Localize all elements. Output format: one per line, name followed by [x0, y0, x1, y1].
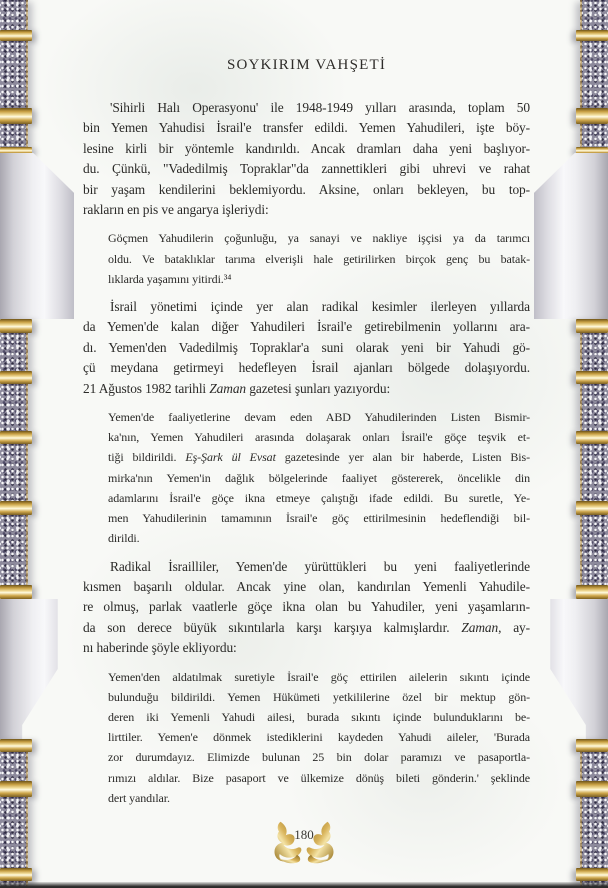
granite-segment — [580, 333, 608, 371]
gold-band-segment — [576, 371, 608, 384]
text-line: çü meydana getirmeyi hedefleyen İsrail ajanları bölgede dolaşıyordu. — [83, 360, 530, 376]
text-line: deren iki Yemenli Yahudi ailesi, burada sıkıntı içinde bulunduklarını be- — [108, 709, 530, 724]
marble-shaft-segment — [534, 599, 608, 739]
text-line: kısmen başarılı oldular. Ancak yine olan, kandırılan Yemenli Yahudile- — [83, 578, 530, 594]
text-line: dert yandılar. — [108, 790, 170, 805]
text-line: oldu. Ve bataklıklar tarıma elverişli hale getirilirken birçok genç bu batak- — [108, 251, 530, 266]
granite-segment — [0, 752, 28, 781]
gold-band-segment — [576, 30, 608, 41]
text-line: Radikal İsrailliler, Yemen'de yürüttükleri bu yeni faaliyetlerinde — [110, 558, 530, 574]
granite-segment — [580, 0, 608, 34]
text-line: rımızı aldılar. Bize pasaport ve ülkemize dönüş bileti gönderin.' şeklinde — [108, 770, 530, 785]
marble-shaft-segment — [0, 153, 74, 319]
quote-block — [108, 667, 530, 808]
gold-band-segment — [0, 739, 32, 752]
gold-band-segment — [576, 501, 608, 515]
text-line: da son derece büyük sıkıntılarla karşı karşıya kalmışlardır. Zaman, ay- — [83, 619, 530, 635]
text-line: rakların en pis ve angarya işleriydi: — [83, 202, 269, 218]
text-line: nı haberinde şöyle ekliyordu: — [83, 640, 237, 656]
text-line: bin Yemen Yahudisi İsrail'e transfer edildi. Yemen Yahudileri, işte böy- — [83, 120, 530, 136]
gold-band-segment — [0, 781, 32, 797]
gold-band-segment — [576, 147, 608, 154]
gold-band-segment — [576, 431, 608, 444]
granite-segment — [580, 124, 608, 147]
granite-segment — [580, 384, 608, 431]
granite-segment — [0, 384, 28, 431]
granite-segment — [580, 515, 608, 585]
granite-segment — [580, 444, 608, 501]
granite-segment — [0, 124, 28, 147]
gold-band-segment — [0, 108, 32, 124]
granite-segment — [0, 333, 28, 371]
text-line: bir yaşam kendilerini beklemiyordu. Aksine, onları bekleyen, bu top- — [83, 181, 530, 197]
granite-segment — [580, 752, 608, 781]
text-line: adamlarını İsrail'e göçe ikna etmeye çalıştığı ifade edildi. Bu suretle, Ye- — [108, 490, 530, 505]
marble-shaft-segment — [0, 599, 74, 739]
page-title: SOYKIRIM VAHŞETİ — [226, 57, 387, 73]
gold-band-segment — [0, 585, 32, 599]
text-line: Göçmen Yahudilerin çoğunluğu, ya sanayi ve nakliye işçisi ya da tarımcı — [108, 231, 530, 246]
page-content — [83, 0, 530, 816]
quote-block — [108, 407, 530, 548]
gold-band-segment — [0, 147, 32, 154]
paragraph — [83, 557, 530, 659]
text-line: Yemen'de faaliyetlerine devam eden ABD Yahudilerinden Listen Bismir- — [108, 410, 530, 425]
paragraph — [83, 98, 530, 220]
text-line: lesine kirli bir yöntemle kandırıldı. Ancak dramları daha yeni başlıyor- — [83, 140, 530, 156]
text-line: zor durumdayız. Elimizde bulunan 25 bin dolar paramızı ve pasaportla- — [108, 750, 530, 765]
text-line: lıklarda yaşamını yitirdi.³⁴ — [108, 271, 232, 286]
granite-segment — [0, 0, 28, 34]
gold-band-segment — [0, 501, 32, 515]
left-marble-border — [0, 0, 80, 888]
gold-band-segment — [576, 108, 608, 124]
granite-segment — [580, 41, 608, 109]
text-line: 'Sihirli Halı Operasyonu' ile 1948-1949 yılları arasında, toplam 50 — [110, 100, 530, 115]
text-line: du. Çünkü, "Vadedilmiş Topraklar"da zannettikleri gibi uhrevi ve rahat — [83, 161, 530, 177]
text-line: 21 Ağustos 1982 tarihli Zaman gazetesi şunları yazıyordu: — [83, 380, 391, 396]
gold-band-segment — [576, 585, 608, 599]
text-line: bulunduğu bildirildi. Yemen Hükümeti yetkililerine özel bir mektup gön- — [108, 689, 530, 704]
gold-band-segment — [576, 319, 608, 333]
text-line: tiği bildirildi. Eş-Şark ül Evsat gazetesinde yer alan bir haberde, Listen Bis- — [108, 450, 530, 465]
paragraph — [83, 297, 530, 399]
quote-block — [108, 228, 530, 289]
text-line: mirka'nın Yemen'in dağlık bölgelerinde faaliyet göstererek, öncelikle din — [108, 470, 530, 485]
text-line: ka'nın, Yemen Yahudileri arasında dolaşarak onları İsrail'e göçe teşvik et- — [108, 430, 530, 445]
granite-segment — [0, 41, 28, 109]
granite-segment — [0, 444, 28, 501]
text-line: da Yemen'de kalan diğer Yahudileri İsrail'e getirebilmenin yollarını ara- — [83, 319, 530, 335]
marble-shaft-segment — [534, 153, 608, 319]
text-line: İsrail yönetimi içinde yer alan radikal kesimler ilerleyen yıllarda — [110, 299, 530, 315]
gold-band-segment — [0, 431, 32, 444]
page-bottom-edge — [0, 882, 608, 888]
gold-band-segment — [0, 319, 32, 333]
text-line: Yemen'den aldatılmak suretiyle İsrail'e göç ettirilen ailelerin sıkıntı içinde — [108, 669, 530, 684]
gold-band-segment — [0, 30, 32, 41]
gold-band-segment — [576, 739, 608, 752]
text-blocks — [83, 98, 530, 808]
text-line: men Yahudilerinin tamamının İsrail'e göç ettirilmesinin hedeflendiği bil- — [108, 511, 530, 526]
page-number: 180 — [294, 827, 314, 842]
right-marble-border — [528, 0, 608, 888]
text-line: re olmuş, parlak vaatlerle göçe ikna olan bu Yahudiler, yeni yaşamların- — [83, 599, 530, 615]
text-line: dirildi. — [108, 531, 140, 546]
text-line: dı. Yemen'den Vadedilmiş Topraklar'a suni olarak yeni bir Yahudi gö- — [83, 339, 530, 355]
gold-band-segment — [0, 371, 32, 384]
page-footer — [0, 820, 608, 870]
gold-band-segment — [576, 781, 608, 797]
text-line: lirttiler. Yemen'e dönmek istediklerini kaydeden Yahudi aileler, 'Burada — [108, 730, 530, 745]
granite-segment — [0, 515, 28, 585]
